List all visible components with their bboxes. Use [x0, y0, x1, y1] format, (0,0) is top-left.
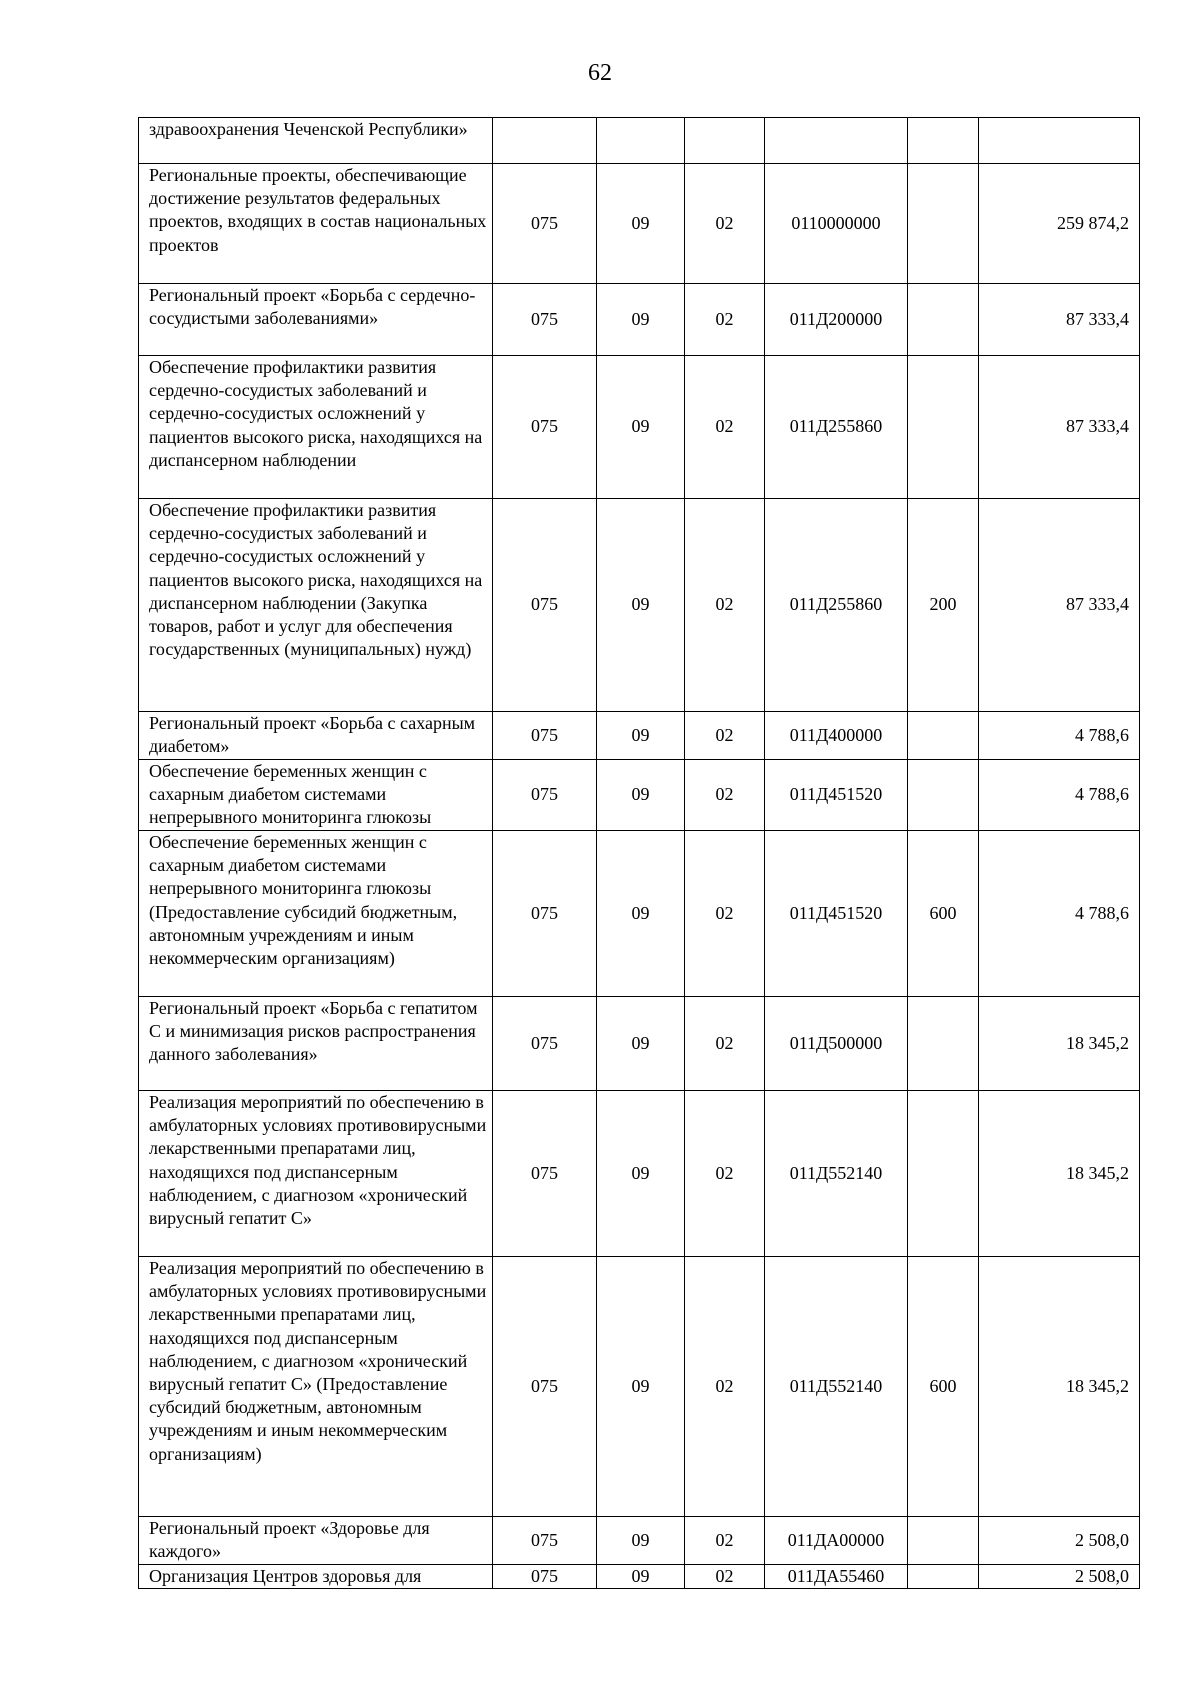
- pr-cell: 02: [685, 712, 765, 760]
- sum-cell: [979, 118, 1140, 164]
- table-row: [139, 1517, 1140, 1565]
- sum-cell: 2 508,0: [979, 1517, 1140, 1565]
- sum-cell: 18 345,2: [979, 1091, 1140, 1257]
- gr-cell: 075: [493, 997, 597, 1091]
- gr-cell: 075: [493, 1091, 597, 1257]
- sum-cell: 4 788,6: [979, 831, 1140, 997]
- rz-cell: 09: [597, 760, 685, 831]
- sum-cell: 18 345,2: [979, 1257, 1140, 1517]
- row-name-cell: Обеспечение профилактики развития сердечно-сосудистых заболеваний и сердечно-сосудистых осложнений у пациентов высокого риска, находящихся на диспансерном наблюдении: [139, 356, 493, 499]
- vr-cell: [908, 356, 979, 499]
- row-name-cell: Региональный проект «Борьба с сахарным диабетом»: [139, 712, 493, 760]
- csr-cell: 011Д552140: [765, 1091, 908, 1257]
- pr-cell: 02: [685, 1257, 765, 1517]
- sum-cell: 2 508,0: [979, 1565, 1140, 1589]
- rz-cell: 09: [597, 1517, 685, 1565]
- vr-cell: [908, 712, 979, 760]
- pr-cell: 02: [685, 164, 765, 284]
- row-name-cell: Региональный проект «Борьба с гепатитом С и минимизация рисков распространения данного заболевания»: [139, 997, 493, 1091]
- pr-cell: 02: [685, 997, 765, 1091]
- row-name-cell: Региональный проект «Борьба с сердечно-сосудистыми заболеваниями»: [139, 284, 493, 356]
- sum-cell: 87 333,4: [979, 499, 1140, 712]
- csr-cell: 011ДА55460: [765, 1565, 908, 1589]
- gr-cell: 075: [493, 1517, 597, 1565]
- pr-cell: [685, 118, 765, 164]
- sum-cell: 4 788,6: [979, 760, 1140, 831]
- vr-cell: [908, 997, 979, 1091]
- rz-cell: 09: [597, 1257, 685, 1517]
- gr-cell: 075: [493, 1565, 597, 1589]
- row-name-cell: Обеспечение беременных женщин с сахарным диабетом системами непрерывного мониторинга глюкозы: [139, 760, 493, 831]
- table-row: [139, 1091, 1140, 1257]
- pr-cell: 02: [685, 1091, 765, 1257]
- pr-cell: 02: [685, 760, 765, 831]
- vr-cell: [908, 284, 979, 356]
- table-row: [139, 118, 1140, 164]
- rz-cell: 09: [597, 284, 685, 356]
- gr-cell: 075: [493, 831, 597, 997]
- vr-cell: 600: [908, 1257, 979, 1517]
- budget-table: [138, 117, 1140, 1589]
- csr-cell: 0110000000: [765, 164, 908, 284]
- vr-cell: [908, 1091, 979, 1257]
- gr-cell: 075: [493, 164, 597, 284]
- gr-cell: 075: [493, 760, 597, 831]
- sum-cell: 4 788,6: [979, 712, 1140, 760]
- row-name-cell: Организация Центров здоровья для: [139, 1565, 493, 1589]
- table-row: [139, 760, 1140, 831]
- budget-table-body: [139, 118, 1140, 1589]
- csr-cell: 011Д451520: [765, 831, 908, 997]
- table-row: [139, 712, 1140, 760]
- csr-cell: 011Д500000: [765, 997, 908, 1091]
- row-name-cell: Обеспечение профилактики развития сердечно-сосудистых заболеваний и сердечно-сосудистых осложнений у пациентов высокого риска, находящихся на диспансерном наблюдении (Закупка товаров, работ и услуг для обеспечения государственных (муниципальных) нужд): [139, 499, 493, 712]
- pr-cell: 02: [685, 1565, 765, 1589]
- gr-cell: 075: [493, 356, 597, 499]
- sum-cell: 87 333,4: [979, 356, 1140, 499]
- pr-cell: 02: [685, 284, 765, 356]
- table-row: [139, 997, 1140, 1091]
- rz-cell: 09: [597, 164, 685, 284]
- gr-cell: 075: [493, 1257, 597, 1517]
- sum-cell: 259 874,2: [979, 164, 1140, 284]
- rz-cell: 09: [597, 997, 685, 1091]
- csr-cell: 011Д400000: [765, 712, 908, 760]
- vr-cell: [908, 164, 979, 284]
- gr-cell: [493, 118, 597, 164]
- rz-cell: 09: [597, 356, 685, 499]
- table-row: [139, 164, 1140, 284]
- row-name-cell: Региональные проекты, обеспечивающие достижение результатов федеральных проектов, входящих в состав национальных проектов: [139, 164, 493, 284]
- gr-cell: 075: [493, 284, 597, 356]
- vr-cell: [908, 1517, 979, 1565]
- vr-cell: [908, 1565, 979, 1589]
- pr-cell: 02: [685, 356, 765, 499]
- pr-cell: 02: [685, 1517, 765, 1565]
- csr-cell: [765, 118, 908, 164]
- csr-cell: 011Д552140: [765, 1257, 908, 1517]
- vr-cell: [908, 118, 979, 164]
- table-row: [139, 499, 1140, 712]
- rz-cell: 09: [597, 1565, 685, 1589]
- row-name-cell: здравоохранения Чеченской Республики»: [139, 118, 493, 164]
- pr-cell: 02: [685, 831, 765, 997]
- vr-cell: [908, 760, 979, 831]
- csr-cell: 011Д255860: [765, 499, 908, 712]
- table-row: [139, 284, 1140, 356]
- table-row: [139, 1257, 1140, 1517]
- vr-cell: 600: [908, 831, 979, 997]
- vr-cell: 200: [908, 499, 979, 712]
- gr-cell: 075: [493, 712, 597, 760]
- row-name-cell: Реализация мероприятий по обеспечению в амбулаторных условиях противовирусными лекарственными препаратами лиц, находящихся под диспансерным наблюдением, с диагнозом «хронический вирусный гепатит С» (Предоставление субсидий бюджетным, автономным учреждениям и иным некоммерческим организациям): [139, 1257, 493, 1517]
- table-row: [139, 831, 1140, 997]
- row-name-cell: Обеспечение беременных женщин с сахарным диабетом системами непрерывного мониторинга глюкозы (Предоставление субсидий бюджетным, автономным учреждениям и иным некоммерческим организациям): [139, 831, 493, 997]
- rz-cell: 09: [597, 1091, 685, 1257]
- csr-cell: 011Д451520: [765, 760, 908, 831]
- csr-cell: 011Д200000: [765, 284, 908, 356]
- rz-cell: 09: [597, 831, 685, 997]
- csr-cell: 011ДА00000: [765, 1517, 908, 1565]
- sum-cell: 87 333,4: [979, 284, 1140, 356]
- csr-cell: 011Д255860: [765, 356, 908, 499]
- gr-cell: 075: [493, 499, 597, 712]
- table-row: [139, 1565, 1140, 1589]
- sum-cell: 18 345,2: [979, 997, 1140, 1091]
- page-number: 62: [588, 60, 612, 86]
- pr-cell: 02: [685, 499, 765, 712]
- rz-cell: 09: [597, 712, 685, 760]
- rz-cell: [597, 118, 685, 164]
- table-row: [139, 356, 1140, 499]
- rz-cell: 09: [597, 499, 685, 712]
- row-name-cell: Реализация мероприятий по обеспечению в амбулаторных условиях противовирусными лекарственными препаратами лиц, находящихся под диспансерным наблюдением, с диагнозом «хронический вирусный гепатит С»: [139, 1091, 493, 1257]
- row-name-cell: Региональный проект «Здоровье для каждого»: [139, 1517, 493, 1565]
